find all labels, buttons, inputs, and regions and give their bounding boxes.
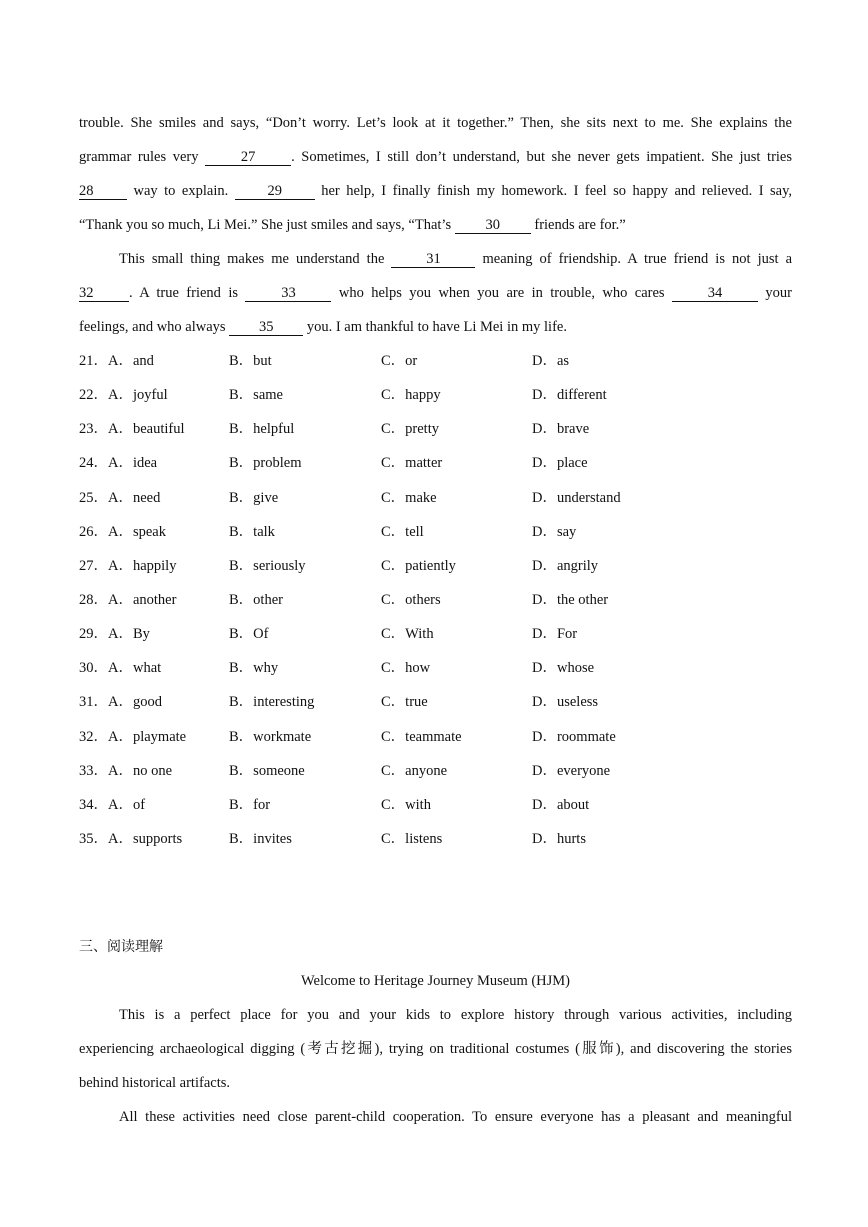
blank-31: 31 <box>391 251 475 268</box>
option-a: A．supports <box>108 830 183 847</box>
option-a: A．need <box>108 489 161 506</box>
option-d: D．everyone <box>532 762 611 779</box>
passage-text: grammar rules very <box>79 149 199 165</box>
passage-text: your <box>765 285 792 301</box>
question-row <box>79 822 792 856</box>
blank-27: 27 <box>205 149 291 166</box>
option-c: C．make <box>381 489 437 506</box>
option-c: C．how <box>381 660 431 677</box>
passage-text: her help, I finally finish my homework. I feel so happy and relieved. I say, <box>321 183 793 199</box>
passage-line <box>79 140 792 174</box>
question-number-and-option-a <box>79 617 150 651</box>
option-b: B．problem <box>229 455 302 472</box>
question-number-and-option-a <box>79 378 168 412</box>
question-number: 21． <box>79 353 108 369</box>
passage-text: feelings, and who always <box>79 319 226 335</box>
passage-line <box>79 276 792 310</box>
option-c: C．tell <box>381 523 424 540</box>
article-title: Welcome to Heritage Journey Museum (HJM) <box>300 973 571 989</box>
question-number-and-option-a <box>79 788 145 822</box>
question-number: 35． <box>79 830 108 847</box>
option-d: D．as <box>532 353 570 369</box>
option-a: A．joyful <box>108 387 168 404</box>
option-c: C．teammate <box>381 728 462 745</box>
option-b: B．give <box>229 489 279 506</box>
passage-line <box>79 208 792 242</box>
passage-text: . Sometimes, I still don’t understand, but she never gets impatient. She just tries <box>291 149 793 165</box>
blank-34: 34 <box>672 285 758 302</box>
option-b: B．why <box>229 660 279 677</box>
option-a: A．speak <box>108 523 166 540</box>
passage-text: trouble. She smiles and says, “Don’t worry. Let’s look at it together.” Then, she sits next to me. She explains the <box>79 115 792 131</box>
blank-28: 28 <box>79 183 127 200</box>
question-row <box>79 754 792 788</box>
option-b: B．someone <box>229 762 305 779</box>
option-b: B．for <box>229 796 271 813</box>
option-c: C．matter <box>381 455 443 472</box>
option-a: A．beautiful <box>108 421 185 438</box>
option-b: B．talk <box>229 523 275 540</box>
question-number: 22． <box>79 387 108 404</box>
article-text: behind historical artifacts. <box>79 1075 230 1091</box>
article-line <box>79 1100 792 1134</box>
question-number: 31． <box>79 694 108 711</box>
option-d: D．useless <box>532 694 599 711</box>
answer-options <box>79 344 792 856</box>
question-number: 32． <box>79 728 108 745</box>
option-b: B．Of <box>229 626 269 643</box>
option-b: B．helpful <box>229 421 295 438</box>
option-a: A．playmate <box>108 728 187 745</box>
article-line <box>79 998 792 1032</box>
option-c: C．happy <box>381 387 441 404</box>
option-a: A．of <box>108 796 146 813</box>
question-number: 30． <box>79 660 108 677</box>
option-b: B．interesting <box>229 694 315 711</box>
passage-line <box>79 242 792 276</box>
option-c: C．patiently <box>381 557 456 574</box>
option-d: D．about <box>532 796 590 813</box>
question-number: 25． <box>79 489 108 506</box>
option-a: A．good <box>108 694 162 711</box>
question-row <box>79 720 792 754</box>
passage-text: “Thank you so much, Li Mei.” She just smiles and says, “That’s <box>79 217 452 233</box>
option-d: D．hurts <box>532 830 586 847</box>
option-d: D．the other <box>532 591 609 608</box>
option-d: D．roommate <box>532 728 616 745</box>
question-number: 24． <box>79 455 108 472</box>
question-number-and-option-a <box>79 754 172 788</box>
question-number-and-option-a <box>79 481 160 515</box>
cloze-passage <box>79 106 792 344</box>
option-b: B．same <box>229 387 283 404</box>
question-number: 26． <box>79 523 108 540</box>
option-c: C．true <box>381 694 428 711</box>
question-number-and-option-a <box>79 549 176 583</box>
option-d: D．different <box>532 387 607 404</box>
passage-line <box>79 106 792 140</box>
question-number-and-option-a <box>79 515 166 549</box>
option-d: D．understand <box>532 489 621 506</box>
option-c: C．pretty <box>381 421 439 438</box>
passage-text: This small thing makes me understand the <box>119 251 385 267</box>
question-number-and-option-a <box>79 685 162 719</box>
article-line <box>79 1066 792 1100</box>
reading-section <box>79 930 792 1134</box>
option-b: B．seriously <box>229 557 306 574</box>
option-a: A．By <box>108 626 150 643</box>
section-heading: 三、阅读理解 <box>79 939 163 955</box>
article-line <box>79 1032 792 1066</box>
question-number-and-option-a <box>79 446 157 480</box>
passage-text: friends are for.” <box>534 217 626 233</box>
question-number-and-option-a <box>79 651 161 685</box>
question-number: 23． <box>79 421 108 438</box>
option-a: A．no one <box>108 762 173 779</box>
option-b: B．invites <box>229 830 292 847</box>
question-row <box>79 378 792 412</box>
passage-text: way to explain. <box>133 183 229 199</box>
question-number: 29． <box>79 626 108 643</box>
option-a: A．what <box>108 660 162 677</box>
article-text: This is a perfect place for you and your kids to explore history through various activities, including <box>119 1007 792 1023</box>
passage-text: meaning of friendship. A true friend is not just a <box>482 251 793 267</box>
question-number: 28． <box>79 591 108 608</box>
option-a: A．and <box>108 353 154 369</box>
option-b: B．workmate <box>229 728 312 745</box>
question-number-and-option-a <box>79 344 154 378</box>
blank-30: 30 <box>455 217 531 234</box>
question-number: 34． <box>79 796 108 813</box>
option-c: C．anyone <box>381 762 448 779</box>
option-c: C．others <box>381 591 441 608</box>
question-row <box>79 583 792 617</box>
option-c: C．with <box>381 796 431 813</box>
option-a: A．happily <box>108 557 177 574</box>
question-row <box>79 788 792 822</box>
option-c: C．listens <box>381 830 443 847</box>
article-text: All these activities need close parent-child cooperation. To ensure everyone has a pleasant and meaningful <box>119 1109 792 1125</box>
question-row <box>79 412 792 446</box>
option-d: D．whose <box>532 660 595 677</box>
article-text: experiencing archaeological digging (考古挖掘), trying on traditional costumes (服饰), and discovering the stories <box>79 1041 792 1057</box>
option-c: C．or <box>381 353 418 369</box>
question-row <box>79 549 792 583</box>
passage-line <box>79 174 792 208</box>
option-d: D．angrily <box>532 557 599 574</box>
question-row <box>79 446 792 480</box>
question-row <box>79 515 792 549</box>
option-d: D．brave <box>532 421 590 438</box>
question-number: 33． <box>79 762 108 779</box>
option-d: D．place <box>532 455 588 472</box>
question-row <box>79 481 792 515</box>
option-c: C．With <box>381 626 434 643</box>
question-row <box>79 617 792 651</box>
question-number-and-option-a <box>79 412 185 446</box>
question-row <box>79 651 792 685</box>
option-d: D．For <box>532 626 578 643</box>
question-row <box>79 685 792 719</box>
passage-text: you. I am thankful to have Li Mei in my life. <box>306 319 567 335</box>
blank-29: 29 <box>235 183 315 200</box>
question-number-and-option-a <box>79 583 176 617</box>
question-number: 27． <box>79 557 108 574</box>
blank-35: 35 <box>229 319 303 336</box>
option-a: A．idea <box>108 455 158 472</box>
option-d: D．say <box>532 523 577 540</box>
option-a: A．another <box>108 591 177 608</box>
option-b: B．other <box>229 591 283 608</box>
question-row <box>79 344 792 378</box>
option-b: B．but <box>229 353 272 369</box>
passage-text: . A true friend is <box>129 285 239 301</box>
passage-line <box>79 310 792 344</box>
question-number-and-option-a <box>79 822 182 856</box>
question-number-and-option-a <box>79 720 186 754</box>
blank-33: 33 <box>245 285 331 302</box>
passage-text: who helps you when you are in trouble, who cares <box>338 285 665 301</box>
blank-32: 32 <box>79 285 129 302</box>
